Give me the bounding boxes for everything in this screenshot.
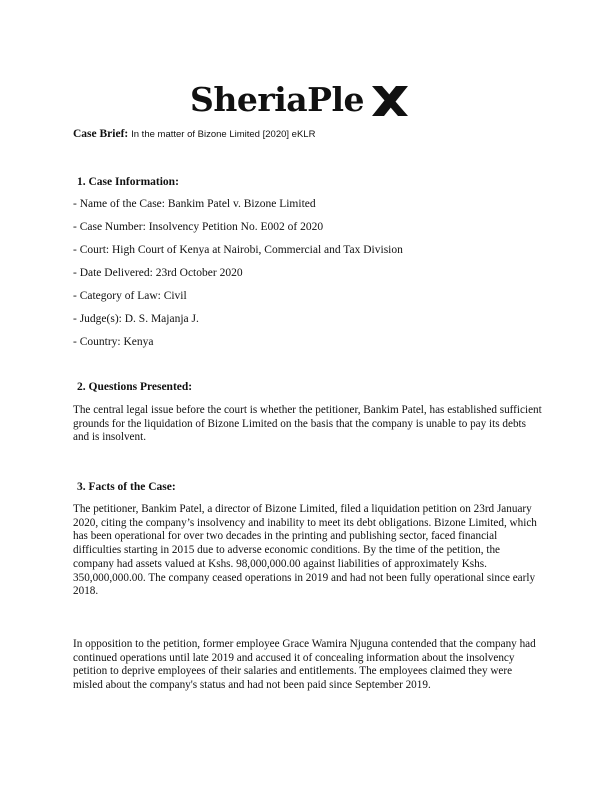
case-info-court: - Court: High Court of Kenya at Nairobi, Commercial and Tax Division — [73, 244, 403, 256]
case-info-judges: - Judge(s): D. S. Majanja J. — [73, 313, 199, 325]
logo-text: SheriaPle — [190, 80, 364, 119]
logo-x-icon — [370, 84, 410, 118]
case-info-category: - Category of Law: Civil — [73, 290, 187, 302]
case-brief-label: Case Brief: — [73, 128, 129, 140]
case-brief-title: In the matter of Bizone Limited [2020] eKLR — [131, 129, 316, 140]
facts-paragraph-1: The petitioner, Bankim Patel, a director of Bizone Limited, filed a liquidation petition on 23rd January 2020, citing the company’s insolvency and inability to meet its debt obligations. Bizone Limited, which has been operational for over two decades in the printing and publishing sector, faced financial difficulties starting in 2015 due to adverse economic conditions. By the time of the petition, the company had assets valued at Kshs. 98,000,000.00 against liabilities of approximately Kshs. 350,000,000.00. The company ceased operations in 2019 and had not been fully operational since early 2018. — [73, 503, 537, 598]
sheriaplex-logo — [190, 78, 420, 122]
section-heading-questions-presented: 2. Questions Presented: — [77, 381, 193, 393]
case-info-date: - Date Delivered: 23rd October 2020 — [73, 267, 243, 279]
questions-presented-text: The central legal issue before the court is whether the petitioner, Bankim Patel, has established sufficient grounds for the liquidation of Bizone Limited on the basis that the company is unable to pay its debts and is insolvent. — [73, 404, 542, 444]
case-brief — [73, 128, 315, 140]
case-info-number: - Case Number: Insolvency Petition No. E002 of 2020 — [73, 221, 324, 233]
facts-paragraph-2: In opposition to the petition, former employee Grace Wamira Njuguna contended that the company had continued operations until late 2019 and accused it of concealing information about the insolvency petition to deprive employees of their salaries and entitlements. The employees claimed they were misled about the company's status and had not been paid since September 2019. — [73, 638, 536, 692]
case-info-name: - Name of the Case: Bankim Patel v. Bizone Limited — [73, 198, 316, 210]
section-heading-facts: 3. Facts of the Case: — [77, 481, 176, 493]
section-heading-case-information: 1. Case Information: — [77, 176, 179, 188]
case-info-country: - Country: Kenya — [73, 336, 154, 348]
